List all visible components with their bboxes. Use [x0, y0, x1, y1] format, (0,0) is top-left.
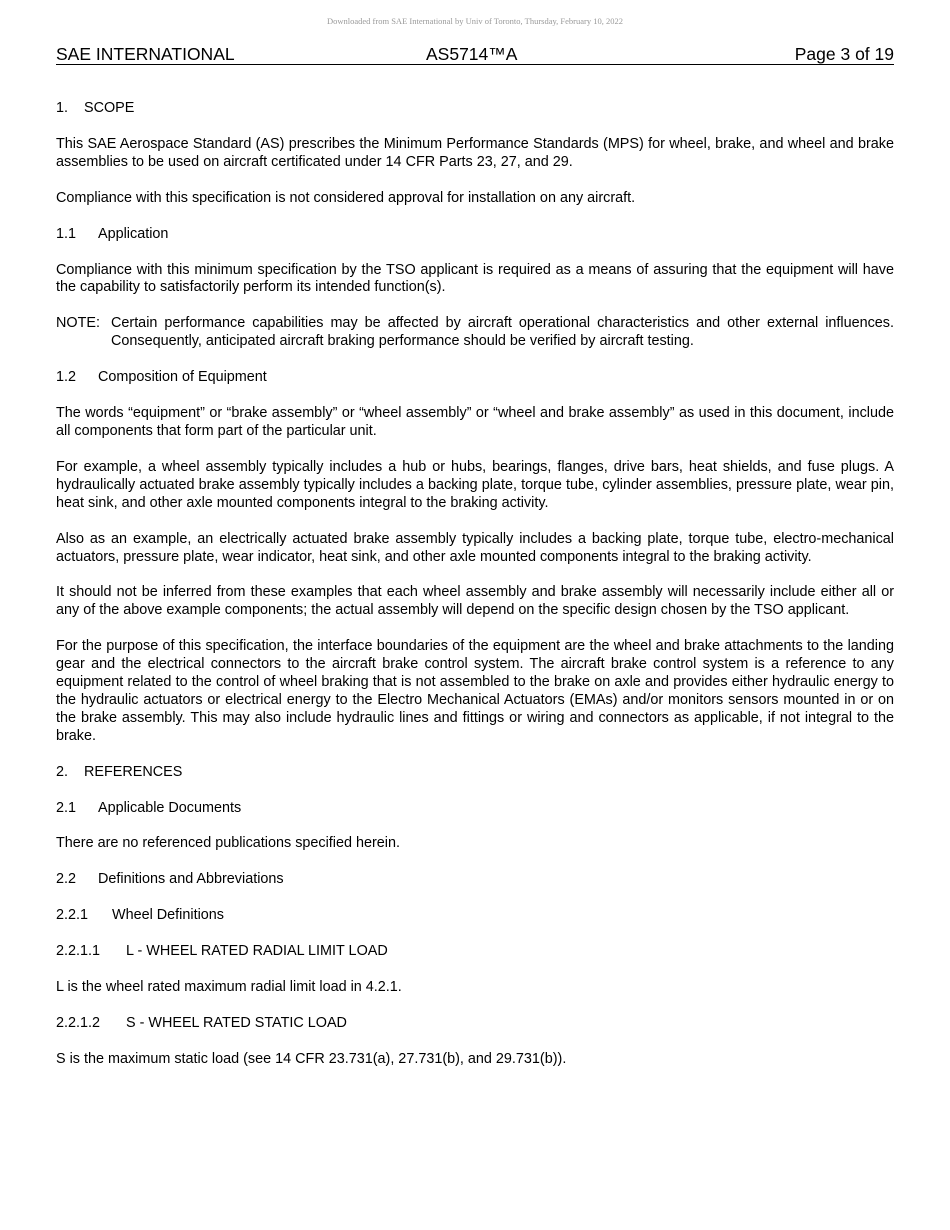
note-label: NOTE:	[56, 315, 100, 332]
section-number: 1.2	[56, 369, 77, 386]
section-number: 2.2.1	[56, 907, 89, 924]
note-text: Certain performance capabilities may be affected by aircraft operational characteristics and other external influences. Consequently, anticipated aircraft braking performance should be verified by aircraft testing.	[111, 315, 894, 350]
section-number: 2.2.1.1	[56, 943, 101, 960]
header-document-id: AS5714™A	[426, 44, 518, 64]
section-heading-static-load	[56, 1015, 894, 1033]
section-title: SCOPE	[84, 100, 135, 116]
section-title: Application	[98, 225, 169, 242]
section-heading-applicable-documents	[56, 800, 894, 818]
paragraph: Compliance with this specification is not considered approval for installation on any aircraft.	[56, 189, 636, 206]
section-heading-composition	[56, 369, 894, 387]
page-header	[56, 44, 894, 65]
download-watermark: Downloaded from SAE International by Univ of Toronto, Thursday, February 10, 2022	[327, 16, 623, 26]
note-block	[56, 315, 894, 351]
document-body	[56, 100, 894, 1087]
paragraph: There are no referenced publications specified herein.	[56, 835, 400, 852]
paragraph: For example, a wheel assembly typically includes a hub or hubs, bearings, flanges, drive bars, heat shields, and fuse plugs. A hydraulically actuated brake assembly typically includes a backing plate, torque tube, cylinder assemblies, pressure plate, wear pin, heat sink, and other axle mounted components integral to the braking activity.	[56, 458, 894, 511]
section-number: 2.2	[56, 871, 77, 888]
section-heading-scope	[56, 100, 894, 118]
section-number: 2.2.1.2	[56, 1015, 101, 1031]
section-title: L - WHEEL RATED RADIAL LIMIT LOAD	[126, 943, 388, 960]
paragraph: S is the maximum static load (see 14 CFR 23.731(a), 27.731(b), and 29.731(b)).	[56, 1050, 567, 1067]
paragraph: L is the wheel rated maximum radial limit load in 4.2.1.	[56, 979, 402, 996]
section-title: Wheel Definitions	[112, 907, 224, 924]
paragraph: It should not be inferred from these examples that each wheel assembly and brake assembly will necessarily include either all or any of the above example components; the actual assembly will depend on the specific design chosen by the TSO applicant.	[56, 584, 894, 619]
section-title: REFERENCES	[84, 763, 183, 780]
section-heading-application	[56, 226, 894, 244]
section-heading-wheel-definitions	[56, 907, 894, 925]
section-number: 2.1	[56, 799, 77, 816]
section-title: Composition of Equipment	[98, 369, 267, 386]
section-heading-references	[56, 764, 894, 782]
paragraph: Also as an example, an electrically actuated brake assembly typically includes a backing plate, torque tube, electro-mechanical actuators, pressure plate, wear indicator, heat sink, and other axle mounted components integral to the braking activity.	[56, 530, 894, 565]
header-organization: SAE INTERNATIONAL	[56, 44, 235, 64]
section-number: 1.	[56, 100, 69, 116]
paragraph: This SAE Aerospace Standard (AS) prescribes the Minimum Performance Standards (MPS) for wheel, brake, and wheel and brake assemblies to be used on aircraft certificated under 14 CFR Parts 23, 27, and 29.	[56, 135, 894, 170]
section-title: Definitions and Abbreviations	[98, 871, 284, 888]
paragraph: The words “equipment” or “brake assembly” or “wheel assembly” or “wheel and brake assembly” as used in this document, include all components that form part of the particular unit.	[56, 405, 894, 439]
section-title: Applicable Documents	[98, 799, 242, 816]
header-page-number: Page 3 of 19	[794, 44, 894, 64]
section-title: S - WHEEL RATED STATIC LOAD	[126, 1015, 347, 1031]
section-number: 1.1	[56, 225, 77, 242]
paragraph: Compliance with this minimum specification by the TSO applicant is required as a means of assuring that the equipment will have the capability to satisfactorily perform its intended function(s).	[56, 261, 894, 296]
paragraph: For the purpose of this specification, the interface boundaries of the equipment are the wheel and brake attachments to the landing gear and the electrical connectors to the aircraft brake control system. The aircraft brake control system is a reference to any equipment related to the control of wheel braking that is not assembled to the brake on axle and provides either hydraulic energy to the hydraulic actuators or electrical energy to the Electro Mechanical Actuators (EMAs) and/or monitors sensors mounted in or on the brake assembly. This may also include hydraulic lines and fittings or wiring and connectors as applicable, if not integral to the brake.	[56, 638, 894, 744]
section-number: 2.	[56, 763, 69, 780]
section-heading-radial-limit-load	[56, 943, 894, 961]
section-heading-definitions	[56, 871, 894, 889]
